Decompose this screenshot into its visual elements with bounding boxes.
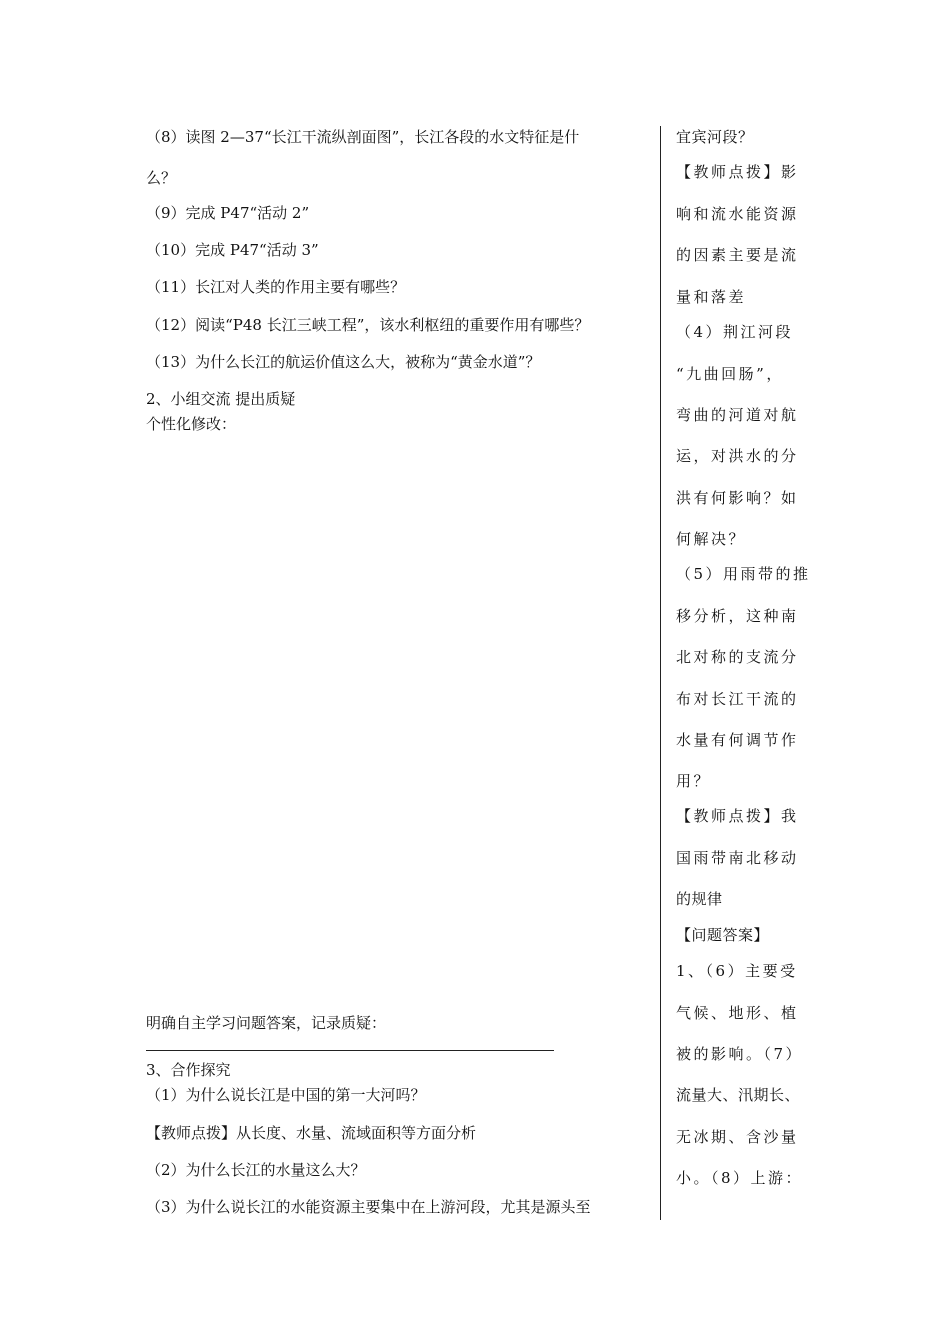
right-line: 宜宾河段？	[676, 128, 754, 146]
question-9: （9）完成 P47“活动 2”	[146, 204, 310, 222]
right-line: “九曲回肠”，	[676, 365, 784, 383]
right-line: 【问题答案】	[676, 926, 770, 944]
right-line: 布对长江干流的	[676, 690, 799, 708]
inquiry-question-3: （3）为什么说长江的水能资源主要集中在上游河段，尤其是源头至	[146, 1198, 591, 1216]
teacher-tip-1: 【教师点拨】从长度、水量、流域面积等方面分析	[146, 1124, 477, 1142]
right-line: 的因素主要是流	[676, 246, 799, 264]
right-line: 水量有何调节作	[676, 731, 799, 749]
inquiry-question-2: （2）为什么长江的水量这么大？	[146, 1161, 366, 1179]
right-line: 被的影响。（7）	[676, 1045, 804, 1063]
right-line: 响和流水能资源	[676, 205, 799, 223]
right-line: （5）用雨带的推	[676, 565, 811, 583]
question-8-line-2: 么？	[146, 169, 177, 187]
right-line: 国雨带南北移动	[676, 849, 799, 867]
answer-underline	[146, 1050, 554, 1051]
right-line: 洪有何影响？如	[676, 489, 799, 507]
right-line: 1、（6）主要受	[676, 962, 798, 980]
column-divider	[660, 126, 661, 1220]
right-line: 运，对洪水的分	[676, 447, 799, 465]
right-line: 气候、地形、植	[676, 1004, 799, 1022]
right-line: 北对称的支流分	[676, 648, 799, 666]
question-13: （13）为什么长江的航运价值这么大，被称为“黄金水道”？	[146, 353, 541, 371]
right-line: 移分析，这种南	[676, 607, 799, 625]
personalized-edit-label: 个性化修改：	[146, 415, 237, 433]
section-2-heading: 2、小组交流 提出质疑	[146, 390, 296, 408]
question-8-line-1: （8）读图 2—37“长江干流纵剖面图”，长江各段的水文特征是什	[146, 128, 580, 146]
right-line: （4）荆江河段	[676, 323, 794, 341]
right-line: 的规律	[676, 890, 723, 908]
right-line: 何解决？	[676, 530, 747, 548]
question-11: （11）长江对人类的作用主要有哪些？	[146, 278, 406, 296]
question-12: （12）阅读“P48 长江三峡工程”，该水利枢纽的重要作用有哪些？	[146, 316, 590, 334]
inquiry-question-1: （1）为什么说长江是中国的第一大河吗？	[146, 1086, 426, 1104]
right-line: 【教师点拨】影	[676, 163, 799, 181]
section-3-heading: 3、合作探究	[146, 1061, 231, 1079]
right-line: 无冰期、含沙量	[676, 1128, 799, 1146]
right-line: 流量大、汛期长、	[676, 1086, 801, 1104]
question-10: （10）完成 P47“活动 3”	[146, 241, 319, 259]
record-answers-label: 明确自主学习问题答案，记录质疑：	[146, 1014, 387, 1032]
right-line: 用？	[676, 772, 712, 790]
right-line: 小。（8）上游：	[676, 1169, 804, 1187]
right-line: 弯曲的河道对航	[676, 406, 799, 424]
right-line: 【教师点拨】我	[676, 807, 799, 825]
right-line: 量和落差	[676, 288, 747, 306]
